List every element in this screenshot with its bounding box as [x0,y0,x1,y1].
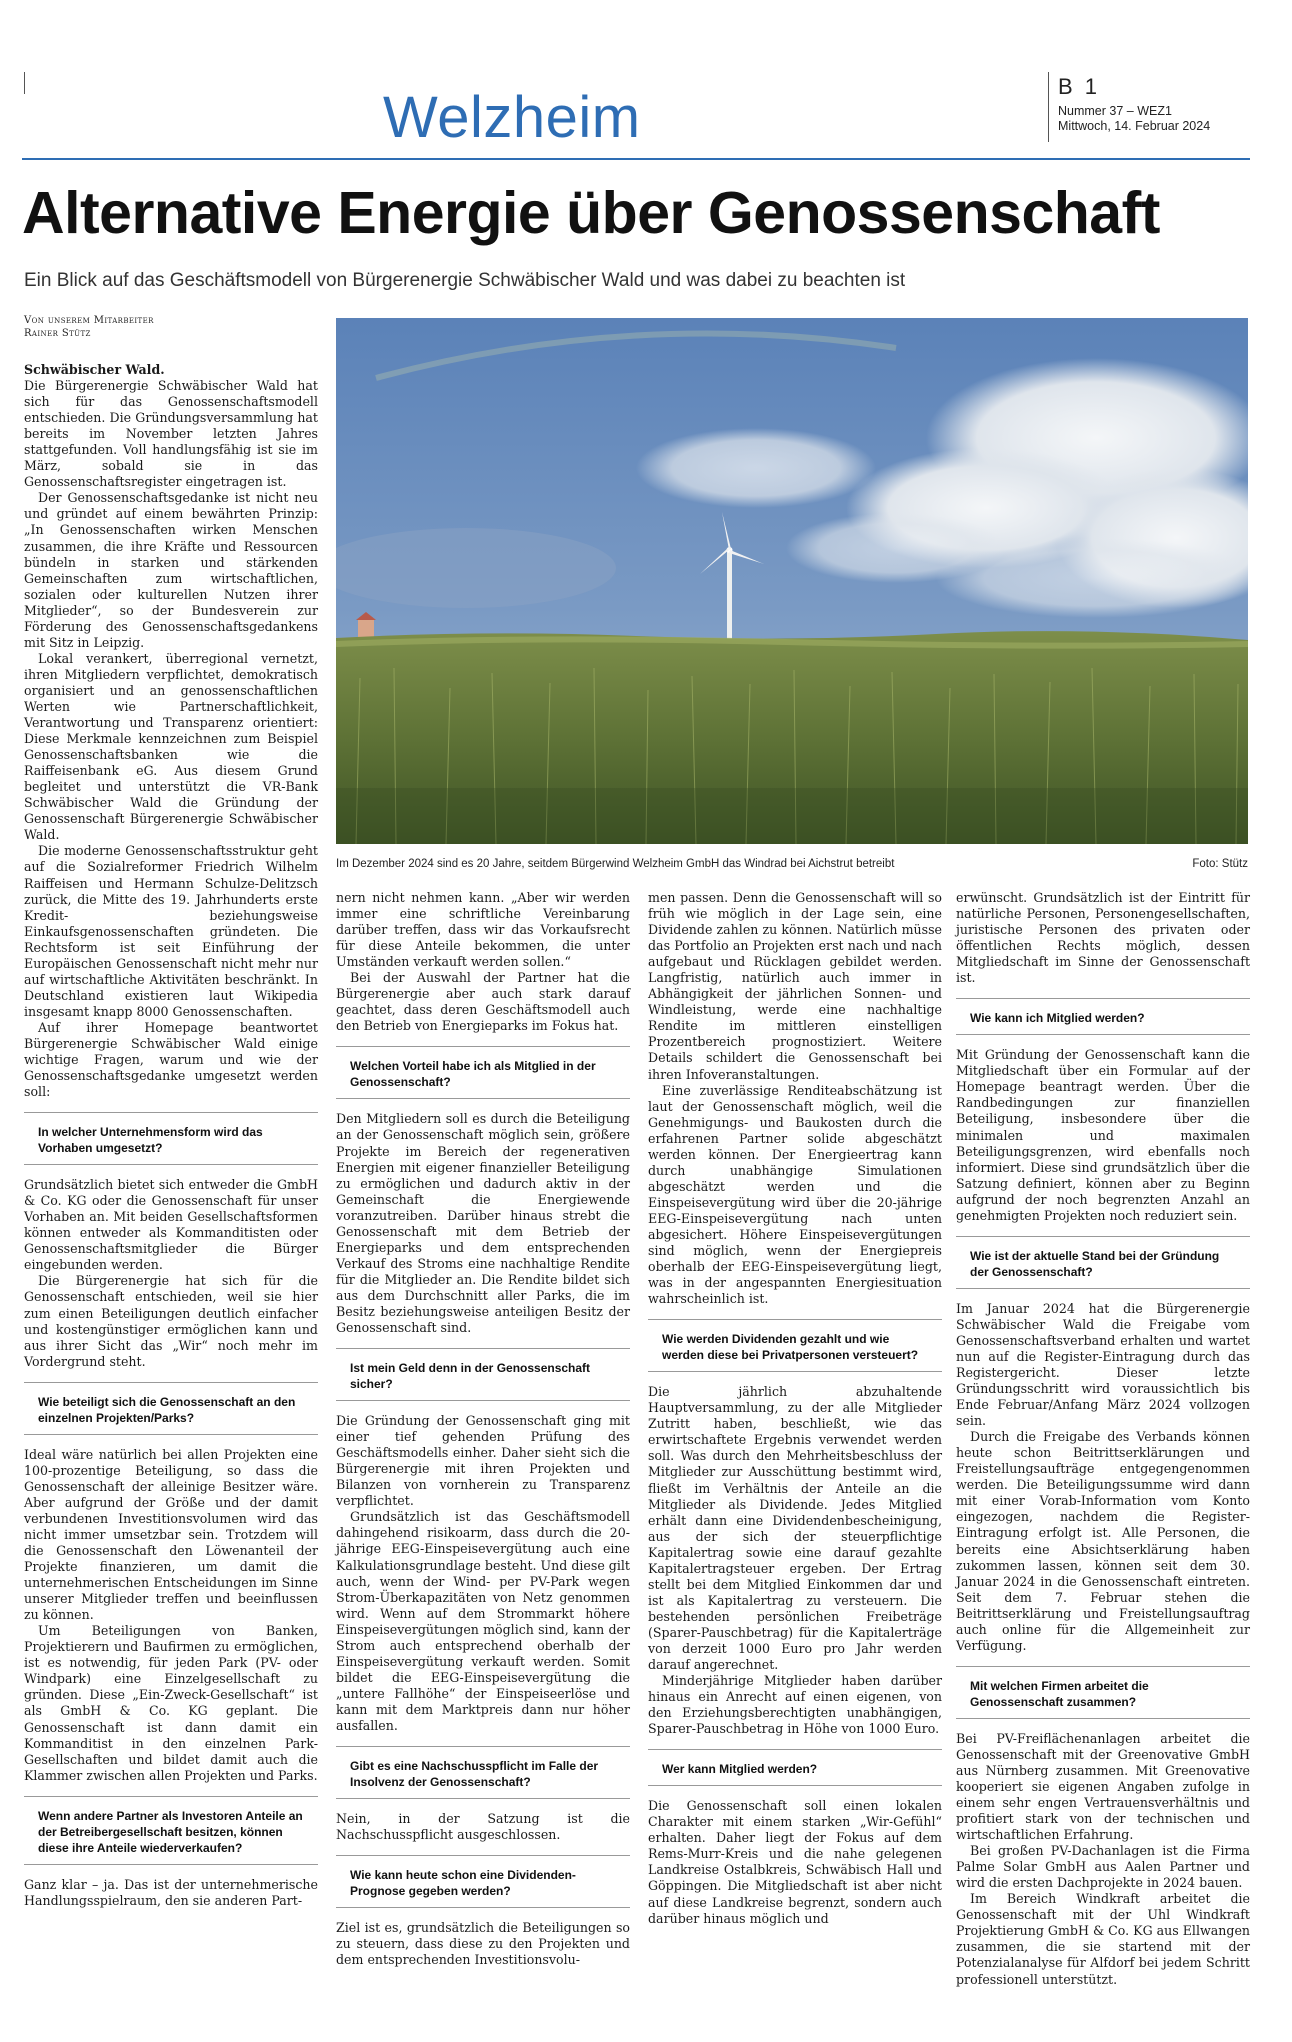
question-heading: Wie ist der aktuelle Stand bei der Gründung der Genossenschaft? [956,1236,1250,1289]
paragraph: Nein, in der Satzung ist die Nachschusspflicht ausgeschlossen. [336,1811,630,1843]
question-heading: Gibt es eine Nachschusspflicht im Falle der Insolvenz der Genossenschaft? [336,1746,630,1799]
paragraph: Grundsätzlich ist das Geschäftsmodell dahingehend risikoarm, dass durch die 20-jährige EEG-Einspeisevergütung auch eine Kalkulationsgrundlage besteht. Und diese gilt auch, wenn der Wind- per PV-Park wegen Strom-Überkapazitäten von Netz genommen wird. Wenn auf dem Strommarkt höhere Einspeisevergütungen möglich sind, kann der Strom auch entsprechend oberhalb der Einspeisevergütung verkauft werden. Somit bildet die EEG-Einspeisevergütung die „untere Fallhöhe“ der Einspeiseerlöse und kann mit dem Marktpreis dann nur höher ausfallen. [336,1509,630,1733]
paragraph: Eine zuverlässige Renditeabschätzung ist laut der Genossenschaft möglich, weil die Genehmigungs- und Baukosten durch die erfahrenen Partner solide abgeschätzt werden können. Der Energieertrag kann durch unabhängige Simulationen abgeschätzt werden und die Einspeisevergütung wird über die 20-jährige EEG-Einspeisevergütung nach unten abgesichert. Höhere Einspeisevergütungen sind möglich, wenn der Energiepreis oberhalb der EEG-Einspeisevergütung liegt, was in der angespannten Energiesituation wahrscheinlich ist. [648,1082,942,1307]
caption-text: Im Dezember 2024 sind es 20 Jahre, seitdem Bürgerwind Welzheim GmbH das Windrad bei Aichstrut betreibt [336,858,895,870]
paragraph: men passen. Denn die Genossenschaft will so früh wie möglich in der Lage sein, eine Dividende zahlen zu können. Natürlich müsse das Portfolio an Projekten erst nach und nach aufgebaut und Rücklagen gebildet werden. Langfristig, natürlich auch immer in Abhängigkeit der jährlichen Sonnen- und Windleistung, werde eine nachhaltige Rendite im mittleren einstelligen Prozentbereich prognostiziert. Weitere Details schildert die Genossenschaft bei ihren Infoveranstaltungen. [648,890,942,1082]
article-photo [336,318,1248,844]
byline [24,314,324,340]
wind-turbine-photo [336,318,1248,844]
paragraph: Grundsätzlich bietet sich entweder die GmbH & Co. KG oder die Genossenschaft für unser Vorhaben an. Mit beiden Gesellschaftsformen können entweder als Kommanditisten oder Genossenschaftsmitglieder die Bürger eingebunden werden. [24,1177,318,1273]
dateline: Schwäbischer Wald. [24,362,165,377]
paragraph: Im Januar 2024 hat die Bürgerenergie Schwäbischer Wald die Freigabe vom Genossenschaftsverband erhalten und wartet nun auf die Register-Eintragung durch das Registergericht. Dieser letzte Gründungsschritt wird voraussichtlich bis Ende Februar/Anfang März 2024 vollzogen sein. [956,1300,1250,1429]
paragraph: Den Mitgliedern soll es durch die Beteiligung an der Genossenschaft möglich sein, größere Projekte im Bereich der regenerativen Energien mit eigener finanzieller Beteiligung zu ermöglichen und dadurch aktiv in der Gemeinschaft die Energiewende voranzutreiben. Darüber hinaus strebt die Genossenschaft mit dem Betrieb der Energieparks und dem entsprechenden Verkauf des Stroms eine nachhaltige Rendite für die Mitglieder an. Die Rendite bildet sich aus dem Durchschnitt aller Parks, die im Besitz beziehungsweise anteiligen Besitz der Genossenschaft sind. [336,1111,630,1336]
paragraph: Lokal verankert, überregional vernetzt, ihren Mitgliedern verpflichtet, demokratisch organisiert und an genossenschaftlichen Werten wie Partnerschaftlichkeit, Verantwortung und Transparenz orientiert: Diese Merkmale kennzeichnen zum Beispiel Genossenschaftsbanken wie die Raiffeisenbank eG. Aus diesem Grund begleitet und unterstützt die VR-Bank Schwäbischer Wald die Gründung der Genossenschaft Bürgerenergie Schwäbischer Wald. [24,650,318,843]
question-heading: Wenn andere Partner als Investoren Anteile an der Betreibergesellschaft besitzen, können diese ihre Anteile wiederverkaufen? [24,1796,318,1865]
paragraph: Die jährlich abzuhaltende Hauptversammlung, zu der alle Mitglieder Zutritt haben, beschließt, wie das erwirtschaftete Ergebnis verwendet werden soll. Was durch den Mehrheitsbeschluss der Mitglieder zur Ausschüttung bestimmt wird, fließt im Verhältnis der Anteile an die Mitglieder als Dividende. Jedes Mitglied erhält dann eine Dividendenbescheinigung, aus der sich der steuerpflichtige Kapitalertrag sowie eine darauf gezahlte Kapitalertragsteuer ergeben. Der Ertrag stellt bei dem Mitglied Einkommen dar und ist als Kapitalertrag zu versteuern. Die bestehenden persönlichen Freibeträge (Sparer-Pauschbetrag) für die Kapitalerträge von derzeit 1000 Euro pro Jahr werden darauf angerechnet. [648,1384,942,1673]
paragraph: Die Gründung der Genossenschaft ging mit einer tief gehenden Prüfung des Geschäftsmodells einher. Daher sieht sich die Bürgerenergie mit ihren Projekten und Bilanzen von vornherein zu Transparenz verpflichtet. [336,1413,630,1509]
page-number: B 1 [1058,74,1101,99]
paragraph: Die Bürgerenergie hat sich für die Genossenschaft entschieden, weil sie hier zum einen Beteiligungen deutlich einfacher und kostengünstiger ermöglichen kann und aus ihrer Sicht das „Wir“ noch mehr im Vordergrund steht. [24,1273,318,1369]
question-heading: Welchen Vorteil habe ich als Mitglied in der Genossenschaft? [336,1046,630,1099]
paragraph: Ganz klar – ja. Das ist der unternehmerische Handlungsspielraum, den sie anderen Part- [24,1876,318,1908]
question-heading: Ist mein Geld denn in der Genossenschaft sicher? [336,1348,630,1401]
paragraph: Durch die Freigabe des Verbands können heute schon Beitrittserklärungen und Freistellungsaufträge entgegengenommen werden. Die Beteiligungssumme wird dann mit einer Vorab-Information vom Konto eingezogen, nachdem die Register-Eintragung erfolgt ist. Alle Personen, die bereits eine Absichtserklärung haben zukommen lassen, können seit dem 30. Januar 2024 in die Genossenschaft eintreten. Seit dem 7. Februar stehen die Beitrittserklärung und Freistellungsauftrag auch online für die Allgemeinheit zur Verfügung. [956,1429,1250,1653]
issue-date: Mittwoch, 14. Februar 2024 [1058,119,1211,133]
paragraph: Mit Gründung der Genossenschaft kann die Mitgliedschaft über ein Formular auf der Homepage beantragt werden. Über die Randbedingungen zur finanziellen Beteiligung, insbesondere über die minimalen und maximalen Beteiligungsgrenzen, wird ebenfalls noch informiert. Diese sind grundsätzlich über die Satzung definiert, können aber zu Beginn aufgrund der noch begrenzten Anzahl an genehmigten Projekten noch reduziert sein. [956,1047,1250,1223]
masthead-rule [22,158,1250,160]
paragraph: Der Genossenschaftsgedanke ist nicht neu und gründet auf einem bewährten Prinzip: „In Genossenschaften wirken Menschen zusammen, die ihre Kräfte und Ressourcen bündeln in starken und stärkenden Gemeinschaften zum wirtschaftlichen, sozialen oder kulturellen Nutzen ihrer Mitglieder“, so der Bundesverein zur Förderung des Genossenschaftsgedankens mit Sitz in Leipzig. [24,490,318,650]
question-heading: Wie werden Dividenden gezahlt und wie werden diese bei Privatpersonen versteuert? [648,1319,942,1372]
paragraph: Minderjährige Mitglieder haben darüber hinaus ein Anrecht auf einen eigenen, von den Erziehungsberechtigten unabhängigen, Sparer-Pauschbetrag in Höhe von 1000 Euro. [648,1673,942,1737]
paragraph: erwünscht. Grundsätzlich ist der Eintritt für natürliche Personen, Personengesellschaften, juristische Personen des privaten oder öffentlichen Rechts möglich, dessen Mitgliedschaft im Sinne der Genossenschaft ist. [956,890,1250,986]
ressort-title: Welzheim [383,85,641,150]
paragraph: Bei großen PV-Dachanlagen ist die Firma Palme Solar GmbH aus Aalen Partner und wird die ersten Dachprojekte in 2024 bauen. [956,1843,1250,1891]
paragraph: Im Bereich Windkraft arbeitet die Genossenschaft mit der Uhl Windkraft Projektierung GmbH & Co. KG aus Ellwangen zusammen, die sie startend mit der Potenzialanalyse für Alfdorf bei jedem Schritt professionell unterstützt. [956,1891,1251,1987]
question-heading: Wie kann ich Mitglied werden? [956,998,1250,1035]
question-heading: Wie beteiligt sich die Genossenschaft an den einzelnen Projekten/Parks? [24,1382,318,1435]
paragraph: Die Bürgerenergie Schwäbischer Wald hat sich für das Genossenschaftsmodell entschieden. Die Gründungsversammlung hat bereits im November letzten Jahres stattgefunden. Voll handlungsfähig ist sie im März, sobald sie in das Genossenschaftsregister eingetragen ist. [24,378,318,490]
question-heading: Wer kann Mitglied werden? [648,1749,942,1786]
paragraph: Die Genossenschaft soll einen lokalen Charakter mit einem starken „Wir-Gefühl“ erhalten. Daher liegt der Fokus auf dem Rems-Murr-Kreis und die nahe gelegenen Landkreise Ostalbkreis, Schwäbisch Hall und Göppingen. Die Mitgliedschaft ist aber nicht auf diese Landkreise begrenzt, sondern auch darüber hinaus möglich und [648,1798,942,1926]
byline-author: Rainer Stütz [24,328,91,339]
masthead-divider-left [24,72,25,94]
text-column-4 [956,890,1250,1988]
photo-credit: Foto: Stütz [1192,858,1248,870]
text-column-2 [336,890,630,1968]
article-subline: Ein Blick auf das Geschäftsmodell von Bürgerenergie Schwäbischer Wald und was dabei zu beachten ist [24,270,906,291]
question-heading: Wie kann heute schon eine Dividenden-Prognose gegeben werden? [336,1855,630,1908]
paragraph: Ziel ist es, grundsätzlich die Beteiligungen so zu steuern, dass diese zu den Projekten und dem entsprechenden Investitionsvolu- [336,1920,630,1968]
masthead-divider-right [1048,72,1049,142]
question-heading: Mit welchen Firmen arbeitet die Genossenschaft zusammen? [956,1666,1250,1719]
paragraph: Bei PV-Freiflächenanlagen arbeitet die Genossenschaft mit der Greenovative GmbH aus Nürnberg zusammen. Mit Greenovative kooperiert sie eigenen Angaben zufolge in einem sehr engen Vertrauensverhältnis und profitiert stark von der technischen und wirtschaftlichen Erfahrung. [956,1730,1250,1843]
paragraph: nern nicht nehmen kann. „Aber wir werden immer eine schriftliche Vereinbarung darüber treffen, dass wir das Vorkaufsrecht für diese Anteile bekommen, die unter Umständen verkauft werden sollen.“ [336,890,630,970]
article-headline: Alternative Energie über Genossenschaft [22,180,1160,246]
question-heading: In welcher Unternehmensform wird das Vorhaben umgesetzt? [24,1112,318,1165]
text-column-1 [24,362,318,1909]
paragraph: Die moderne Genossenschaftsstruktur geht auf die Sozialreformer Friedrich Wilhelm Raiffeisen und Hermann Schulze-Delitzsch zurück, die Mitte des 19. Jahrhunderts erste Kredit- beziehungsweise Einkaufsgenossenschaften gründeten. Die Rechtsform ist seit Einführung der Europäischen Genossenschaft nicht mehr nur auf wirtschaftliche Aktivitäten beschränkt. In Deutschland existieren laut Wikipedia insgesamt knapp 8000 Genossenschaften. [24,843,318,1019]
issue-number: Nummer 37 – WEZ1 [1058,104,1172,118]
photo-caption [336,858,1248,870]
paragraph: Bei der Auswahl der Partner hat die Bürgerenergie aber auch stark darauf geachtet, dass deren Geschäftsmodell auch den Betrieb von Energieparks im Fokus hat. [336,970,630,1034]
text-column-3 [648,890,942,1927]
paragraph: Um Beteiligungen von Banken, Projektierern und Baufirmen zu ermöglichen, ist es notwendig, für jeden Park (PV- oder Windpark) eine Einzelgesellschaft zu gründen. Diese „Ein-Zweck-Gesellschaft“ ist als GmbH & Co. KG geplant. Die Genossenschaft ist dann damit ein Kommanditist in den einzelnen Park-Gesellschaften und bildet damit auch die Klammer zwischen allen Projekten und Parks. [24,1623,318,1783]
issue-info [1058,104,1210,134]
masthead [0,0,1292,162]
paragraph: Auf ihrer Homepage beantwortet Bürgerenergie Schwäbischer Wald einige wichtige Fragen, warum und wie der Genossenschaftsgedanke umgesetzt werden soll: [24,1019,318,1100]
byline-role: Von unserem Mitarbeiter [24,315,154,326]
paragraph: Ideal wäre natürlich bei allen Projekten eine 100-prozentige Beteiligung, so dass die Genossenschaft der alleinige Besitzer wäre. Aber aufgrund der Größe und der damit verbundenen Investitionsvolumen wird das nicht immer umsetzbar sein. Trotzdem will die Genossenschaft den Löwenanteil der Projekte finanzieren, um damit die unternehmerischen Entscheidungen im Sinne unserer Mitglieder treffen und beeinflussen zu können. [24,1446,318,1623]
